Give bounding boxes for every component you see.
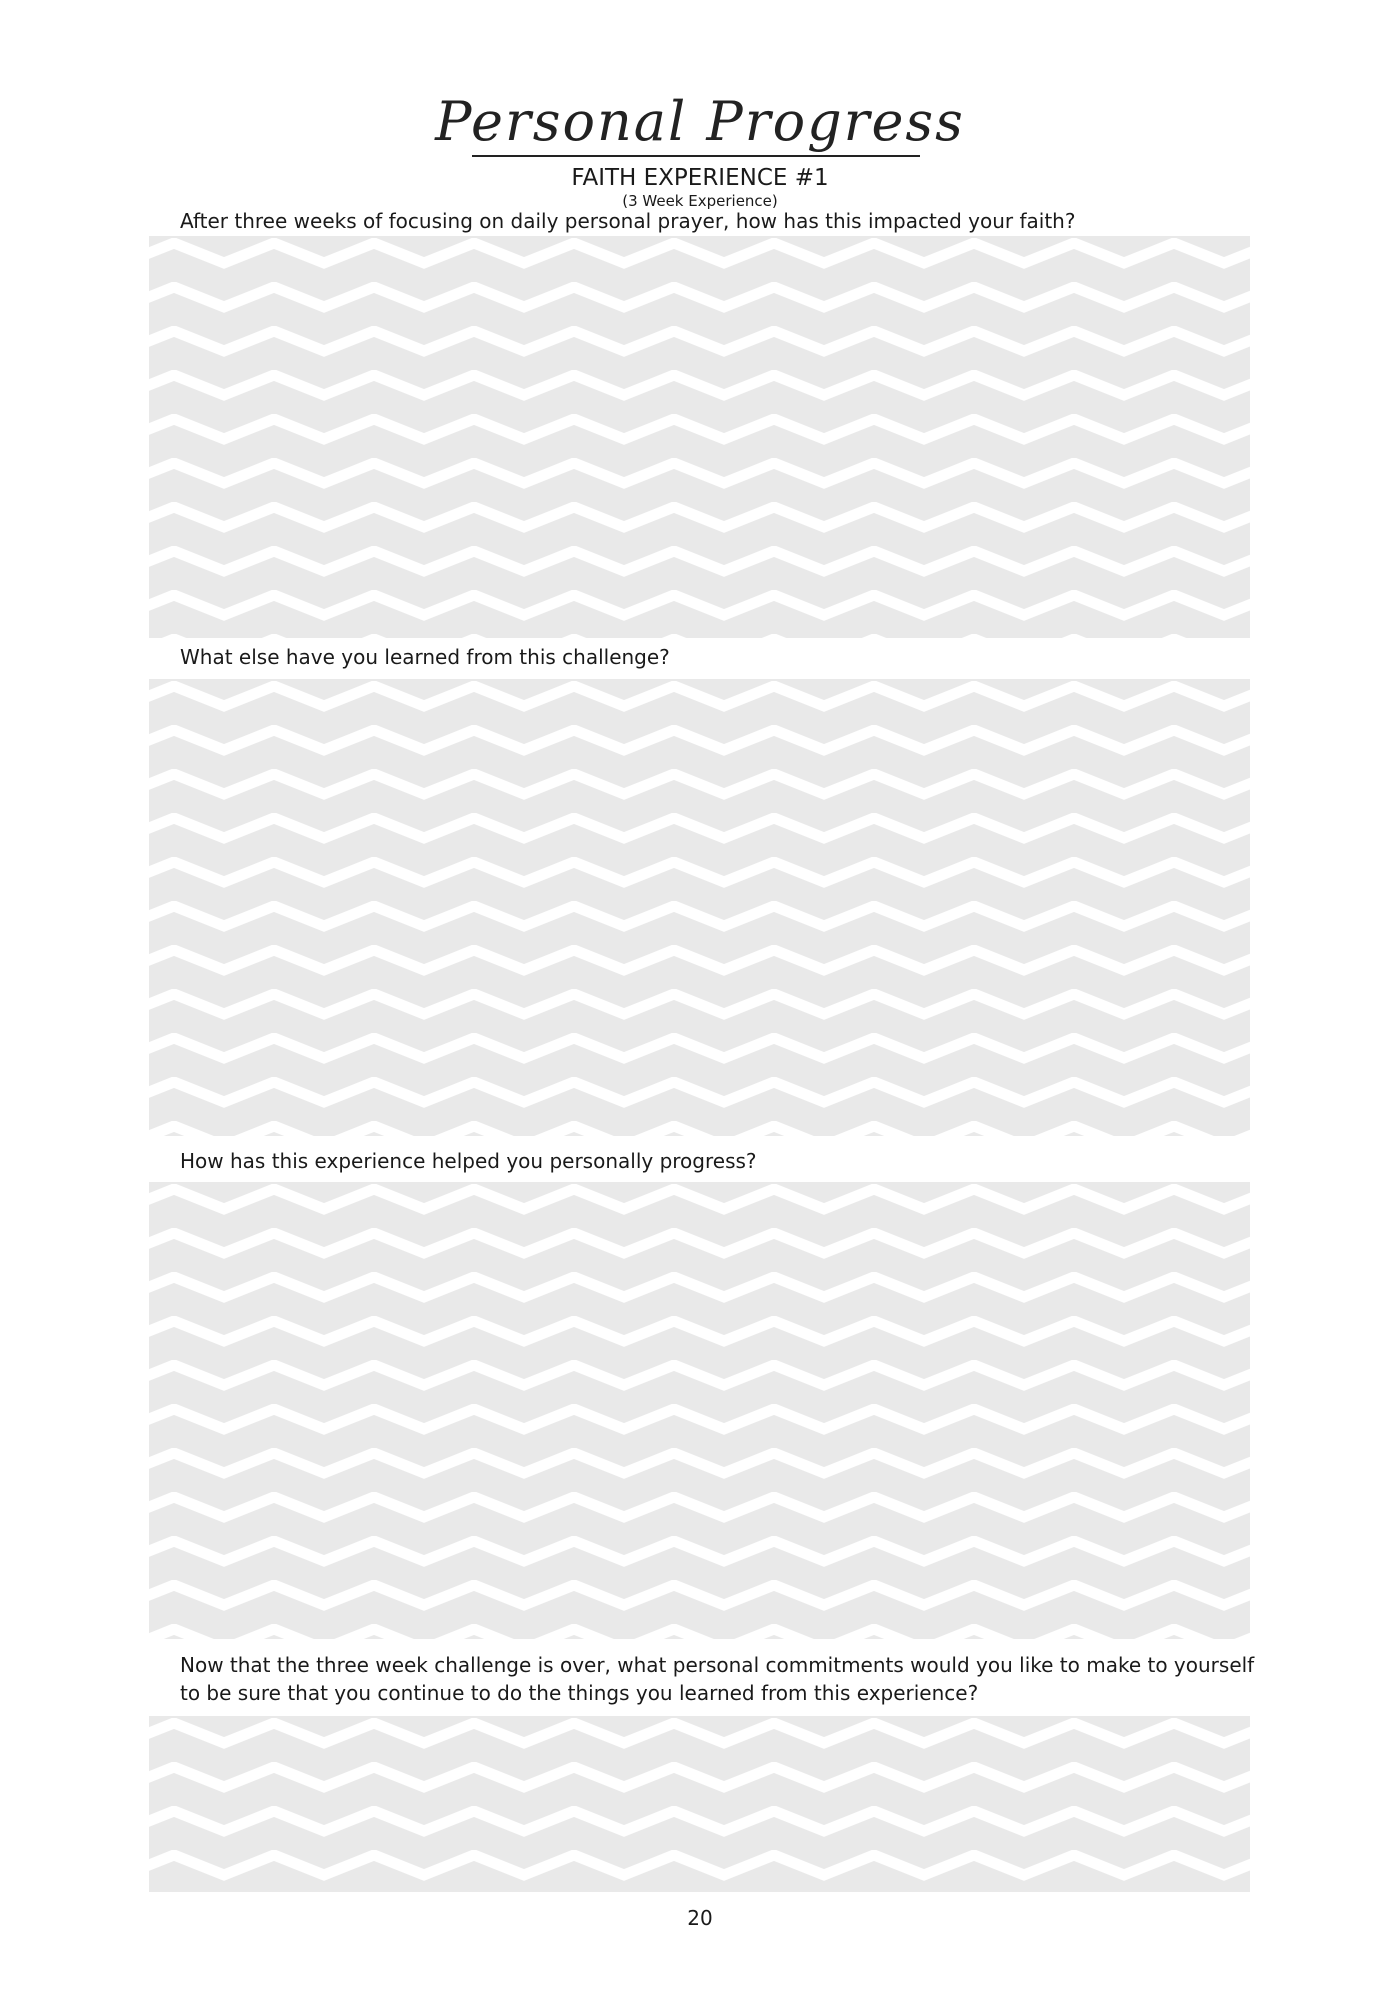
answer-box-3[interactable] — [149, 1182, 1250, 1639]
title-underline — [472, 155, 920, 157]
page-title: Personal Progress — [435, 90, 965, 153]
question-1: After three weeks of focusing on daily personal prayer, how has this impacted your faith? — [180, 209, 1076, 233]
page-number: 20 — [687, 1906, 713, 1930]
answer-box-2[interactable] — [149, 679, 1250, 1136]
answer-box-4[interactable] — [149, 1716, 1250, 1892]
question-3: How has this experience helped you personally progress? — [180, 1149, 757, 1173]
page-subtitle: FAITH EXPERIENCE #1 — [571, 165, 829, 191]
answer-box-1[interactable] — [149, 236, 1250, 638]
page-subnote: (3 Week Experience) — [622, 192, 778, 210]
question-2: What else have you learned from this challenge? — [180, 645, 670, 669]
question-4: Now that the three week challenge is over, what personal commitments would you like to make to yourself to be sure that you continue to do the things you learned from this experience? — [180, 1653, 1255, 1705]
